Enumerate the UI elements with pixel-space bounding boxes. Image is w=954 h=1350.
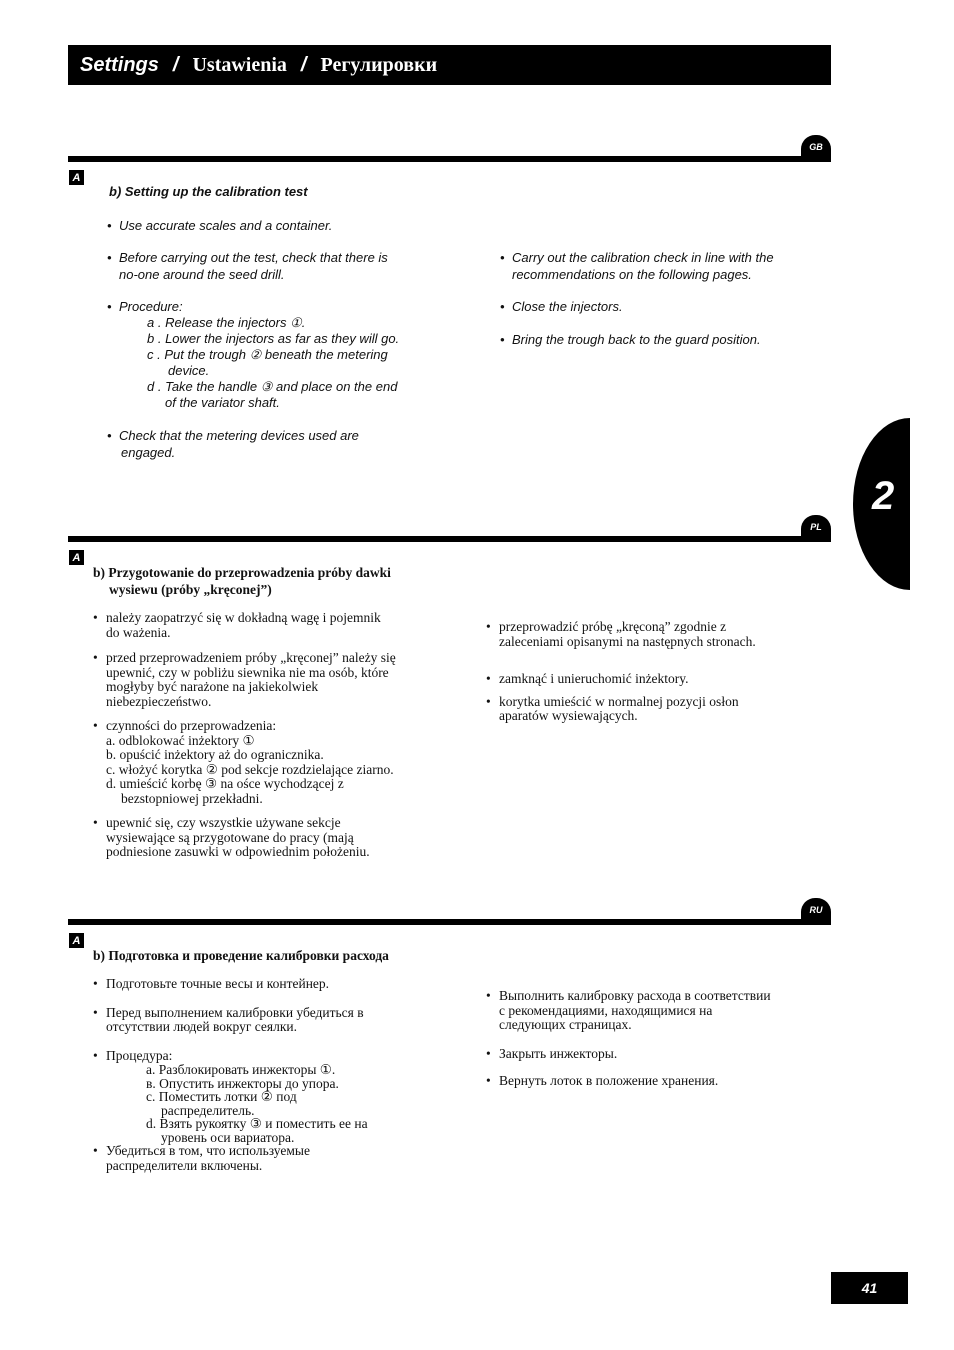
section-tab-number: 2 — [872, 474, 895, 518]
list-item: • przeprowadzić próbę „kręconą” zgodnie z zaleceniami opisanymi na następnych stronach. — [486, 619, 756, 649]
page-number: 41 — [831, 1272, 908, 1304]
section-rule-pl — [68, 536, 831, 542]
list-item: • Before carrying out the test, check that there is no-one around the seed drill. — [107, 250, 388, 282]
list-item: • zamknąć i unieruchomić inżektory. — [486, 671, 689, 686]
list-item: • należy zaopatrzyć się w dokładną wagę i pojemnik do ważenia. — [93, 610, 381, 640]
bullet-marker: • — [107, 428, 112, 443]
list-item: • Выполнить калибровку расхода в соответствии с рекомендациями, находящимися на следующих страницах. — [486, 988, 771, 1032]
bullet-marker: • — [107, 218, 112, 233]
procedure-step: с. Поместить лотки ② под — [146, 1089, 297, 1104]
procedure-step: c. włożyć korytka ② pod sekcje rozdzielające ziarno. — [106, 761, 394, 777]
gb-column-1 — [107, 217, 437, 461]
procedure-step: d. Взять рукоятку ③ и поместить ее на — [146, 1116, 368, 1131]
bullet-marker: • — [93, 1143, 98, 1158]
bullet-marker: • — [93, 610, 98, 625]
list-item: • Carry out the calibration check in line with the recommendations on the following pages. — [500, 250, 774, 282]
procedure-step: d. umieścić korbę ③ na ośce wychodzącej z — [106, 776, 344, 791]
list-item: • Bring the trough back to the guard position. — [500, 332, 761, 347]
ru-column-1 — [93, 977, 438, 1173]
procedure-step-cont: device. — [168, 363, 210, 378]
header-separator: / — [172, 53, 179, 76]
bullet-marker: • — [93, 718, 98, 733]
procedure-steps — [119, 315, 437, 411]
bullet-marker: • — [107, 250, 112, 265]
list-item: • upewnić się, czy wszystkie używane sekcje wysiewające są przygotowane do pracy (mają podniesione zasuwki w odpowiednim położeniu. — [93, 815, 370, 859]
marker-a-gb: A — [69, 170, 84, 185]
section-title-gb: b) Setting up the calibration test — [109, 184, 308, 199]
header-separator: / — [300, 53, 307, 76]
ru-column-2 — [486, 989, 816, 1089]
list-item: • Подготовьте точные весы и контейнер. — [93, 976, 330, 991]
header-title-ru: Регулировки — [320, 53, 438, 76]
bullet-marker: • — [93, 815, 98, 830]
header-title-en: Settings — [80, 53, 159, 76]
bullet-marker: • — [486, 1073, 491, 1088]
gb-column-2 — [500, 249, 820, 348]
pl-column-2 — [486, 620, 816, 724]
header-title-pl: Ustawienia — [192, 53, 287, 76]
procedure-step-cont: of the variator shaft. — [165, 395, 280, 410]
list-item: • Вернуть лоток в положение хранения. — [486, 1073, 719, 1088]
bullet-marker: • — [486, 988, 491, 1003]
bullet-marker: • — [500, 250, 505, 265]
bullet-marker: • — [93, 976, 98, 991]
marker-a-pl: A — [69, 550, 84, 565]
procedure-step: b. opuścić inżektory aż do ogranicznika. — [106, 747, 324, 762]
lang-badge-pl: PL — [801, 515, 831, 539]
section-title-pl: b) Przygotowanie do przeprowadzenia próby dawki wysiewu (próby „kręconej”) — [93, 565, 391, 597]
lang-badge-ru: RU — [801, 898, 831, 922]
bullet-marker: • — [500, 299, 505, 314]
bullet-marker: • — [93, 1004, 98, 1020]
section-rule-ru — [68, 919, 831, 925]
list-item: • Use accurate scales and a container. — [107, 218, 333, 233]
section-title-ru: b) Подготовка и проведение калибровки расхода — [93, 948, 389, 963]
procedure-step: a. odblokować inżektory ① — [106, 732, 255, 748]
procedure-step: d . Take the handle ③ and place on the end — [147, 379, 398, 394]
bullet-marker: • — [500, 332, 505, 347]
bullet-marker: • — [486, 671, 491, 686]
list-item: • Procedure: a . Release the injectors ①. b . Lower the injectors as far as they will go. c . Put the trough ② beneath the metering device. d . Take the handle ③ and place on the end of the variator shaft. — [107, 298, 437, 411]
bullet-marker: • — [486, 693, 491, 709]
procedure-step: c . Put the trough ② beneath the metering — [147, 347, 388, 362]
bullet-marker: • — [93, 650, 98, 665]
list-item: • Процедура: а. Разблокировать инжекторы ①. в. Опустить инжекторы до упора. с. Поместить лотки ② под распределитель. d. Взять рукоятку ③ и поместить ее на уровень оси вариатора. — [93, 1049, 438, 1145]
lang-badge-gb: GB — [801, 135, 831, 159]
pl-column-1 — [93, 611, 438, 860]
procedure-step: b . Lower the injectors as far as they will go. — [147, 331, 400, 346]
procedure-step-cont: bezstopniowej przekładni. — [121, 790, 263, 806]
bullet-marker: • — [486, 619, 491, 634]
bullet-marker: • — [486, 1045, 491, 1061]
list-item: • Убедиться в том, что используемые распределители включены. — [93, 1143, 310, 1173]
page-header-bar — [68, 45, 831, 85]
list-item: • Close the injectors. — [500, 299, 623, 314]
procedure-step: в. Опустить инжекторы до упора. — [146, 1075, 339, 1091]
marker-a-ru: A — [69, 933, 84, 948]
procedure-steps — [106, 1063, 438, 1144]
list-item: • korytka umieścić w normalnej pozycji osłon aparatów wysiewających. — [486, 693, 739, 723]
list-item: • Перед выполнением калибровки убедиться в отсутствии людей вокруг сеялки. — [93, 1004, 364, 1034]
bullet-marker: • — [107, 299, 112, 314]
list-item: • przed przeprowadzeniem próby „kręconej” należy się upewnić, czy w pobliżu siewnika nie ma osób, które mogłyby być narażone na jakiekolwiek niebezpieczeństwo. — [93, 650, 396, 709]
procedure-step: а. Разблокировать инжекторы ①. — [146, 1062, 336, 1077]
bullet-marker: • — [93, 1047, 98, 1063]
procedure-step: a . Release the injectors ①. — [147, 315, 306, 330]
list-item: • czynności do przeprowadzenia: a. odblokować inżektory ① b. opuścić inżektory aż do ogranicznika. c. włożyć korytka ② pod sekcje rozdzielające ziarno. d. umieścić korbę ③ na ośce wychodzącej z bezstopniowej przekładni. — [93, 719, 438, 806]
list-item: • Закрыть инжекторы. — [486, 1045, 618, 1061]
procedure-step-cont: уровень оси вариатора. — [161, 1129, 295, 1145]
procedure-step-cont: распределитель. — [161, 1102, 255, 1118]
section-rule-gb — [68, 156, 831, 162]
list-item: • Check that the metering devices used are engaged. — [107, 428, 359, 460]
